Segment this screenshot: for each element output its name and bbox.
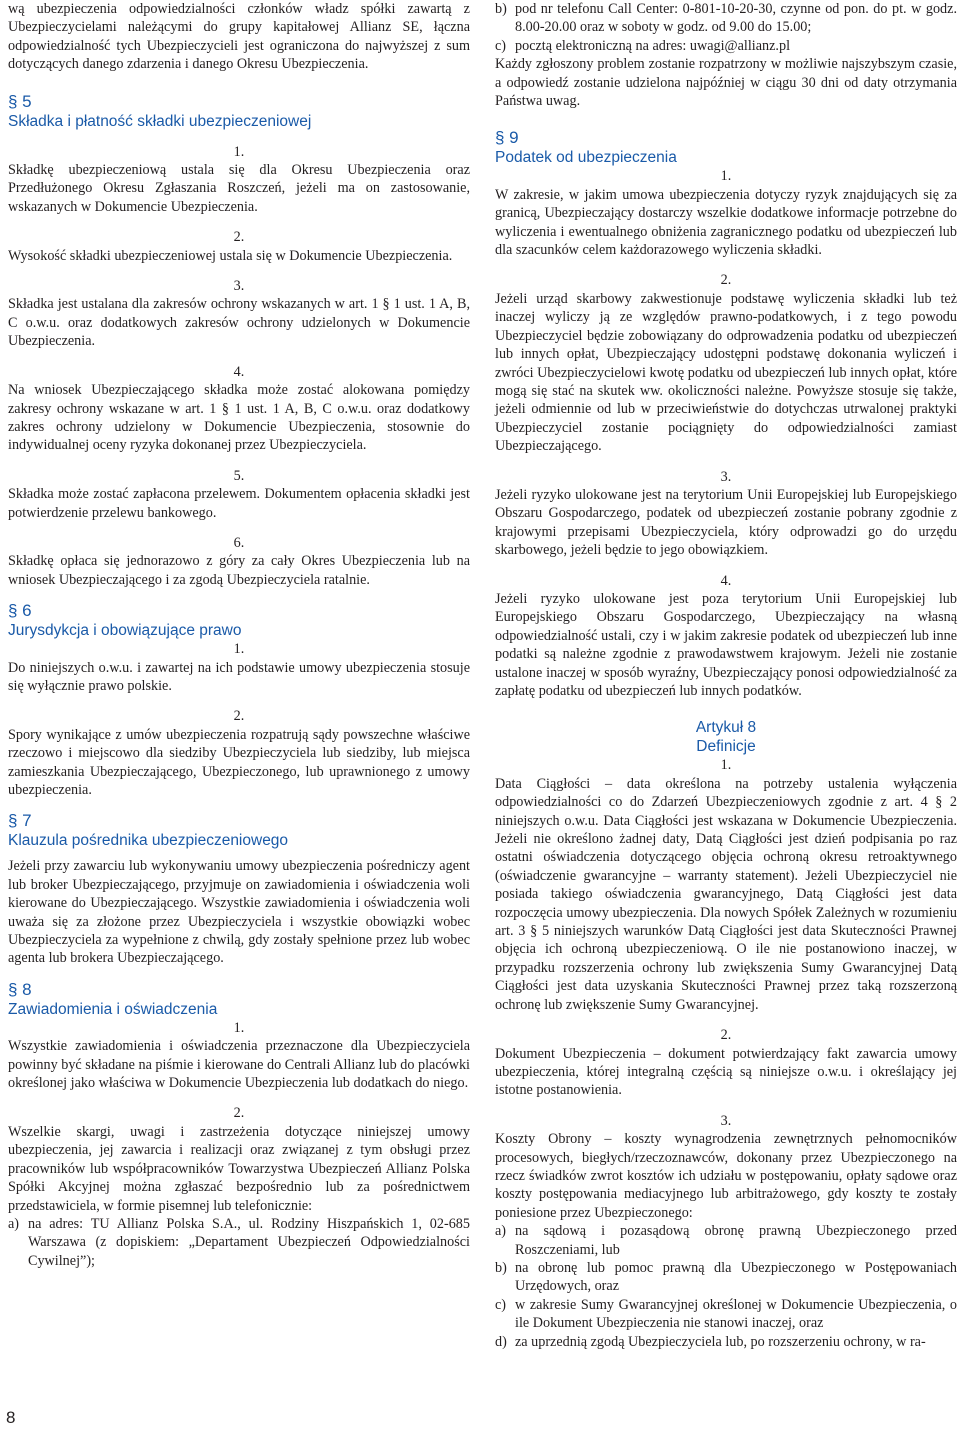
s9-item-4-text: Jeżeli ryzyko ulokowane jest poza terytorium Unii Europejskiej lub Europejskiego Obszaru Gospodarczego, Ubezpieczający na własną odpowiedzialność ustali, czy i w jakim zakresie podatek od ubezpieczeń lub inne podatki są należne zgodnie z prawodawstwem krajowym. Jeżeli nie zostanie ustalone inaczej w sposób wyraźny, Ubezpieczający ponosi odpowiedzialność za zapłatę podatku od ubezpieczeń lub innych podatków. [495, 590, 957, 699]
art8-item-3-list-d [495, 1333, 957, 1351]
article-8-heading: Artykuł 8 [695, 719, 757, 737]
s5-item-3-number: 3. [233, 278, 245, 295]
s7-text: Jeżeli przy zawarciu lub wykonywaniu umowy ubezpieczenia pośredniczy agent lub broker Ubezpieczającego, przyjmuje on zawiadomienia i oświadczenia woli kierowane do Ubezpieczającego. Wszystkie zawiadomienia i oświadczenia woli uważa się za złożone przez Ubezpieczyciela i wszystkie obowiązki wobec Ubezpieczyciela za wypełnione z chwilą, gdy zostały spełnione przez lub wobec agenta lub brokera Ubezpieczającego. [8, 858, 470, 967]
s8-list-item-c [495, 37, 957, 55]
right-column [495, 0, 957, 1351]
art8-item-2 [495, 1045, 957, 1100]
s5-item-6-number: 6. [233, 534, 245, 551]
art8-item-3-list-b-text: na obronę lub pomoc prawną dla Ubezpieczonego w Postępowaniach Urzędowych, oraz [515, 1259, 957, 1295]
art8-item-3-list-c-label: c) [495, 1296, 507, 1313]
article-8-title: Definicje [696, 738, 756, 756]
section-9-title: Podatek od ubezpieczenia [495, 149, 677, 167]
art8-item-3-list-c-text: w zakresie Sumy Gwarancyjnej określonej w Dokumencie Ubezpieczenia, o ile Dokument Ubezpieczenia nie stanowi inaczej, oraz [515, 1296, 957, 1332]
art8-item-3-list-a-text: na sądową i pozasądową obronę prawną Ubezpieczonego przed Roszczeniami, lub [515, 1223, 957, 1258]
s9-item-1-number: 1. [720, 168, 732, 185]
s8-list-item-a-label: a) [8, 1215, 20, 1232]
article-8-header [495, 718, 957, 756]
s8-list-item-a-text: na adres: TU Allianz Polska S.A., ul. Rodziny Hiszpańskich 1, 02-685 Warszawa (z dopiskiem: „Departament Ubezpieczeń Odpowiedzialności Cywilnej”); [28, 1215, 470, 1269]
art8-item-3 [495, 1130, 957, 1222]
art8-item-3-list-d-label: d) [495, 1333, 507, 1350]
art8-item-3-list-a-label: a) [495, 1223, 507, 1240]
section-7-title: Klauzula pośrednika ubezpieczeniowego [8, 832, 289, 850]
art8-item-3-list-c [495, 1296, 957, 1333]
s5-item-4-text: Na wniosek Ubezpieczającego składka może zostać alokowana pomiędzy zakresy ochrony wskazane w art. 1 § 1 ust. 1 A, B, C o.w.u. oraz dodatkowy zakres ochrony udzielony w Dokumencie Ubezpieczenia, stosownie do indywidualnej oceny ryzyka dokonanej przez Ubezpieczyciela. [8, 382, 470, 454]
s5-item-2-text: Wysokość składki ubezpieczeniowej ustala się w Dokumencie Ubezpieczenia. [8, 247, 453, 264]
s6-item-1-text: Do niniejszych o.w.u. i zawartej na ich podstawie umowy ubezpieczenia stosuje się wyłącznie prawo polskie. [8, 659, 470, 694]
s5-item-3-text: Składka jest ustalana dla zakresów ochrony wskazanych w art. 1 § 1 ust. 1 A, B, C o.w.u. oraz dodatkowych zakresów ochrony udzielonych w Dokumencie Ubezpieczenia. [8, 296, 470, 350]
s5-item-6-text: Składkę opłaca się jednorazowo z góry za cały Okres Ubezpieczenia lub na wniosek Ubezpieczającego i za zgodą Ubezpieczyciela ratalnie. [8, 553, 470, 588]
art8-item-2-term: Dokument Ubezpieczenia [495, 1045, 646, 1062]
section-7-mark: § 7 [8, 811, 32, 831]
s5-item-1-number: 1. [233, 143, 245, 160]
section-9-mark: § 9 [495, 128, 519, 148]
art8-item-1-text: – data określona na potrzeby ustalenia wyłączenia odpowiedzialności co do Zdarzeń Ubezpieczeniowych zgodnie z art. 4 § 2 niniejszych o.w.u. Data Ciągłości jest wskazana w Dokumencie Ubezpieczenia. Jeżeli nie określono żadnej daty, Datą Ciągłości jest dzień podpisania po raz ostatni oświadczenia dotyczącego objęcia ochroną okresu retroaktywnego (oświadczenie gwarancyjne – warranty statement). Jeżeli Ubezpieczyciel nie posiada takiego oświadczenia gwarancyjnego, Datą Ciągłości jest data rozpoczęcia umowy ubezpieczenia. Dla nowych Spółek Zależnych w rozumieniu art. 3 § 5 niniejszych warunków Datą Ciągłości jest data Skuteczności Prawnej objęcia ich ochroną ubezpieczeniową. O ile nie postanowiono inaczej, w przypadku rozszerzenia ochrony lub zwiększenia Sumy Gwarancyjnej Datą Ciągłości jest data uzyskania Skuteczności Prawnej przez taką rozszerzoną ochronę lub zwiększenie Sumy Gwarancyjnej. [495, 775, 957, 1013]
s8-after-list-text: Każdy zgłoszony problem zostanie rozpatrzony w możliwie najszybszym czasie, a odpowiedź zostanie udzielona najpóźniej w ciągu 30 dni od daty otrzymania Państwa uwag. [495, 56, 957, 110]
s5-item-4-number: 4. [233, 363, 245, 380]
s8-list-item-b-label: b) [495, 1, 507, 17]
intro-paragraph: wą ubezpieczenia odpowiedzialności członków władz spółki zawartą z Ubezpieczycielami należącymi do grupy kapitałowej Allianz SE, łączna odpowiedzialność tych Ubezpieczycieli jest ograniczona do najwyższej z sum dotyczących danego zdarzenia i danego Okresu Ubezpieczenia. [8, 1, 470, 73]
art8-item-3-list-b-label: b) [495, 1259, 507, 1276]
art8-item-1-term: Data Ciągłości [495, 775, 591, 792]
s5-item-5-text: Składka może zostać zapłacona przelewem. Dokumentem opłacenia składki jest potwierdzenie przelewu bankowego. [8, 486, 470, 521]
section-6-title: Jurysdykcja i obowiązujące prawo [8, 622, 242, 640]
s8-list-item-b [495, 0, 957, 37]
s6-item-2-number: 2. [233, 708, 245, 725]
s8-item-1-text: Wszystkie zawiadomienia i oświadczenia przeznaczone dla Ubezpieczyciela powinny być składane na piśmie i kierowane do Centrali Allianz lub do placówki określonej jako właściwa w Dokumencie Ubezpieczenia lub dodatkach do niego. [8, 1038, 470, 1092]
s8-item-2-number: 2. [233, 1105, 245, 1122]
s9-item-2-text: Jeżeli urząd skarbowy zakwestionuje podstawę wyliczenia składki lub też inaczej wyliczy ją ze względów prawno-podatkowych, i z tego powodu Ubezpieczyciel będzie zobowiązany do odprowadzenia podatku od ubezpieczeń lub innych opłat, Ubezpieczający udostępni podstawę dokonania wyliczeń i zwróci Ubezpieczycielowi kwotę podatku od ubezpieczeń lub innych opłat, które mogą się stać na skutek ww. okoliczności należne. Powyższe stosuje się także, jeżeli odmiennie od lub w przeciwieństwie do dotychczas utrwalonej praktyki Ubezpieczyciel zostanie pociągnięty do odpowiedzialności zamiast Ubezpieczającego. [495, 290, 957, 455]
s8-list-item-b-text: pod nr telefonu Call Center: 0-801-10-20-30, czynne od pon. do pt. w godz. 8.00-20.00 oraz w soboty w godz. od 9.00 do 15.00; [515, 1, 957, 36]
s9-item-2-number: 2. [720, 272, 732, 289]
art8-item-3-list-d-text: za uprzednią zgodą Ubezpieczyciela lub, po rozszerzeniu ochrony, w ra- [515, 1333, 926, 1350]
section-8-mark: § 8 [8, 979, 32, 999]
art8-item-3-text: – koszty wynagrodzenia zewnętrznych pełnomocników procesowych, biegłych/rzeczoznawców, dokonany przez Ubezpieczonego na rzecz świadków zwrot kosztów ich udziału w postępowaniu, opłaty sądowe oraz koszty postępowania mediacyjnego lub arbitrażowego, gdy koszty te zostały poniesione przez Ubezpieczonego: [495, 1131, 957, 1221]
art8-item-2-number: 2. [720, 1027, 732, 1044]
s8-item-2-text: Wszelkie skargi, uwagi i zastrzeżenia dotyczące niniejszej umowy ubezpieczenia, jej zawarcia i realizacji oraz związanej z tym obsługi przez pracowników lub współpracowników Towarzystwa Ubezpieczeń Allianz Polska Spółki Akcyjnej można zgłaszać bezpośrednio lub za pośrednictwem przedstawiciela, w formie pisemnej lub telefonicznie: [8, 1123, 470, 1214]
s5-item-2-number: 2. [233, 229, 245, 246]
s6-item-1-number: 1. [233, 641, 245, 658]
art8-item-1 [495, 775, 957, 1014]
section-5-mark: § 5 [8, 91, 32, 111]
left-column [8, 0, 470, 1270]
s8-list-item-c-text: pocztą elektroniczną na adres: uwagi@allianz.pl [515, 37, 791, 54]
s8-list-item-c-label: c) [495, 37, 507, 54]
s8-list-item-a [8, 1215, 470, 1270]
art8-item-3-term: Koszty Obrony [495, 1131, 592, 1148]
section-8-title: Zawiadomienia i oświadczenia [8, 1000, 218, 1018]
section-5-title: Składka i płatność składki ubezpieczeniowej [8, 112, 312, 130]
page-number: 8 [6, 1408, 16, 1427]
art8-item-3-number: 3. [720, 1112, 732, 1129]
s6-item-2-text: Spory wynikające z umów ubezpieczenia rozpatrują sądy powszechne właściwe rzeczowo i miejscowo dla siedziby Ubezpieczyciela lub siedziby, lub miejsca zamieszkania Ubezpieczającego, Ubezpieczonego, lub uprawnionego z umowy ubezpieczenia. [8, 726, 470, 798]
s9-item-1-text: W zakresie, w jakim umowa ubezpieczenia dotyczy ryzyk znajdujących się za granicą, Ubezpieczający dostarczy wszelkie dodatkowe informacje potrzebne do wyliczenia i ewentualnego obniżenia zagranicznego podatku od ubezpieczeń lub dla szacunków celem każdorazowego wyliczenia składki. [495, 186, 957, 259]
s9-item-3-number: 3. [720, 468, 732, 485]
section-6-mark: § 6 [8, 601, 32, 621]
art8-item-3-list-b [495, 1259, 957, 1296]
s5-item-5-number: 5. [233, 467, 245, 484]
s8-item-1-number: 1. [233, 1019, 245, 1036]
art8-item-3-list-a [495, 1222, 957, 1259]
art8-item-2-text: – dokument potwierdzający fakt zawarcia umowy ubezpieczenia, której integralną częścią są niniejsze o.w.u. i określający jej istotne postanowienia. [495, 1045, 958, 1099]
s5-item-1-text: Składkę ubezpieczeniową ustala się dla Okresu Ubezpieczenia oraz Przedłużonego Okresu Zgłaszania Roszczeń, jeżeli ma on zastosowanie, wskazanych w Dokumencie Ubezpieczenia. [8, 162, 470, 215]
art8-item-1-number: 1. [720, 757, 732, 774]
s9-item-3-text: Jeżeli ryzyko ulokowane jest na terytorium Unii Europejskiej lub Europejskiego Obszaru Gospodarczego, podatek od ubezpieczeń zostanie pobrany zgodnie z krajowymi przepisami Ubezpieczyciela, który odprowadzi go do urzędu skarbowego, jeżeli będzie to jego obowiązkiem. [495, 486, 957, 559]
s9-item-4-number: 4. [720, 572, 732, 589]
